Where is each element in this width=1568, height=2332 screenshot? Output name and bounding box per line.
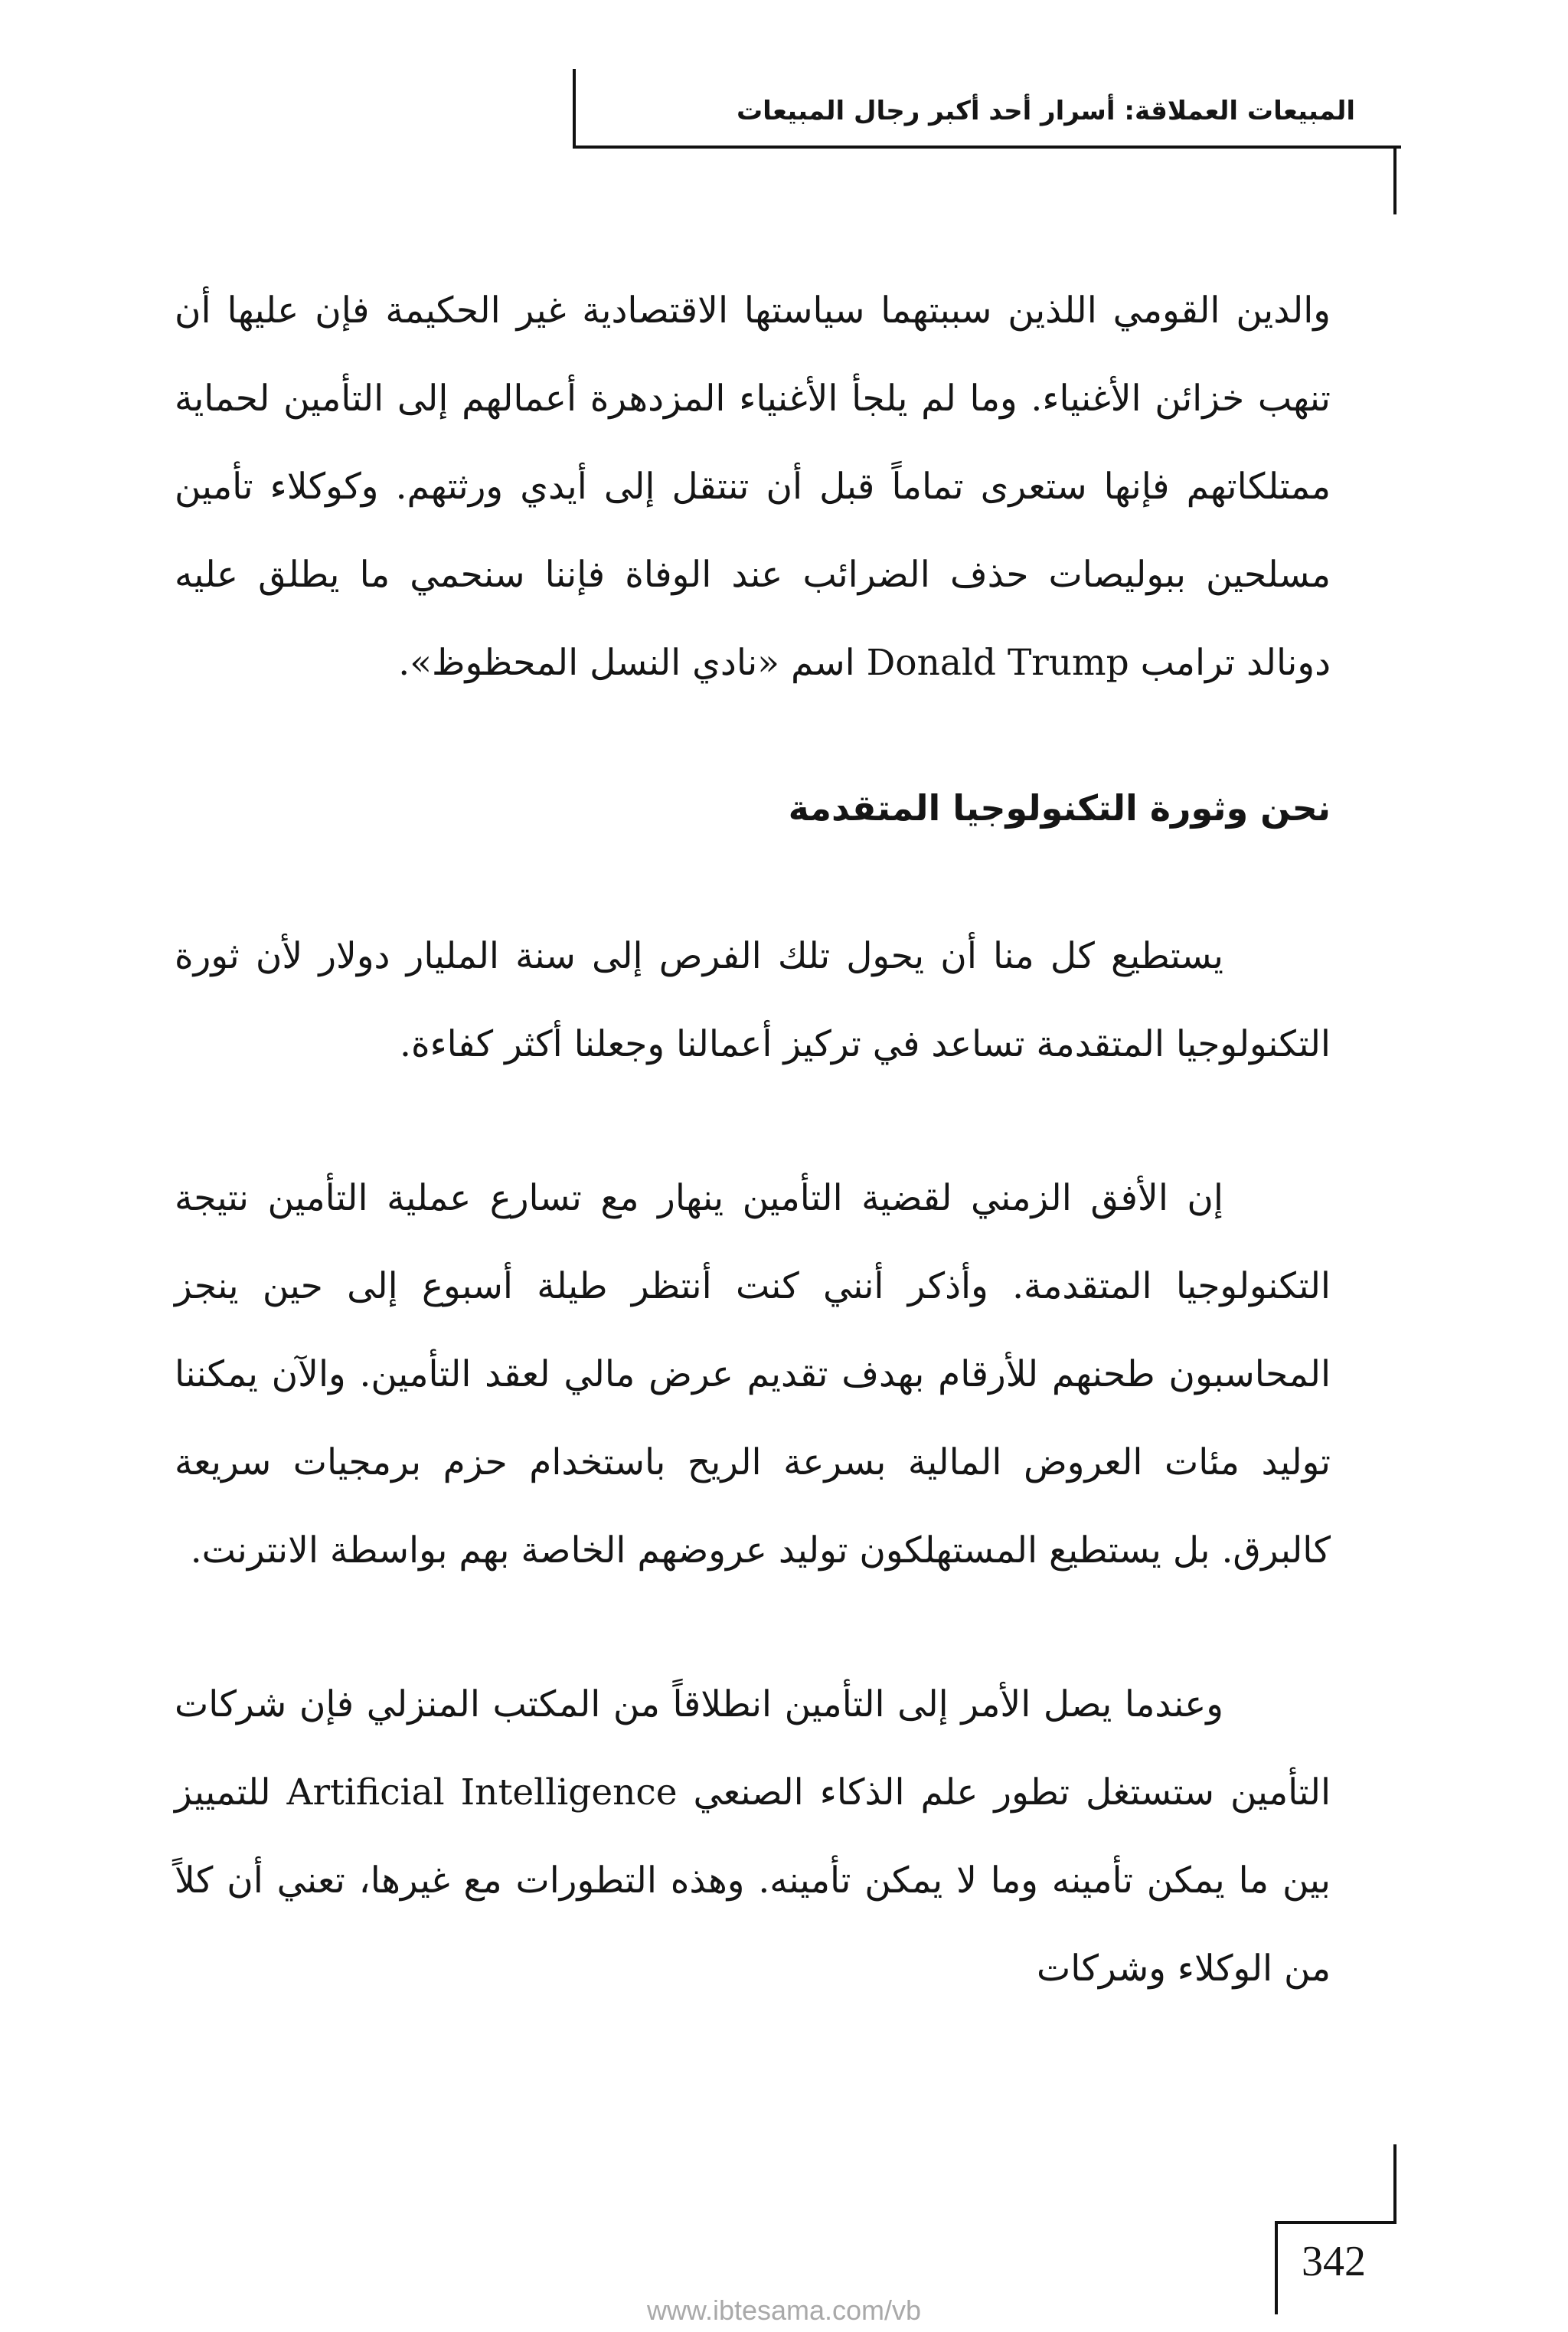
paragraph-billion-dollar: يستطيع كل منا أن يحول تلك الفرص إلى سنة المليار دولار لأن ثورة التكنولوجيا المتقدمة تساعد في تركيز أعمالنا وجعلنا أكثر كفاءة. xyxy=(175,935,1331,1065)
page-number: 342 xyxy=(1302,2238,1366,2285)
paragraph-home-office: وعندما يصل الأمر إلى التأمين انطلاقاً من المكتب المنزلي فإن شركات التأمين ستستغل تطور علم الذكاء الصنعي Artificial Intelligence للتمييز بين ما يمكن تأمينه وما لا يمكن تأمينه. وهذه التطورات مع غيرها، تعني أن كلاً من الوكلاء وشركات xyxy=(175,1683,1331,1990)
page-body xyxy=(175,267,1331,2079)
header-tick-line xyxy=(1393,146,1396,214)
page-number-line xyxy=(1393,2144,1396,2221)
watermark-link[interactable]: www.ibtesama.com/vb xyxy=(646,2294,922,2326)
running-title: المبيعات العملاقة: أسرار أحد أكبر رجال المبيعات xyxy=(737,96,1355,126)
paragraph-time-horizon: إن الأفق الزمني لقضية التأمين ينهار مع تسارع عملية التأمين نتيجة التكنولوجيا المتقدمة. وأذكر أنني كنت أنتظر طيلة أسبوع إلى حين ينجز المحاسبون طحنهم للأرقام بهدف تقديم عرض مالي لعقد التأمين. والآن يمكننا توليد مئات العروض المالية بسرعة الريح باستخدام حزم برمجيات سريعة كالبرق. بل يستطيع المستهلكون توليد عروضهم الخاصة بهم بواسطة الانترنت. xyxy=(175,1177,1331,1572)
paragraph-continued: والدين القومي اللذين سببتهما سياستها الاقتصادية غير الحكيمة فإن عليها أن تنهب خزائن الأغنياء. وما لم يلجأ الأغنياء المزدهرة أعمالهم إلى التأمين لحماية ممتلكاتهم فإنها ستعرى تماماً قبل أن تنتقل إلى أيدي ورثتهم. وكوكلاء تأمين مسلحين ببوليصات حذف الضرائب عند الوفاة فإننا سنحمي ما يطلق عليه دونالد ترامب Donald Trump اسم «نادي النسل المحظوظ». xyxy=(175,289,1331,684)
section-heading: نحن وثورة التكنولوجيا المتقدمة xyxy=(788,787,1331,829)
